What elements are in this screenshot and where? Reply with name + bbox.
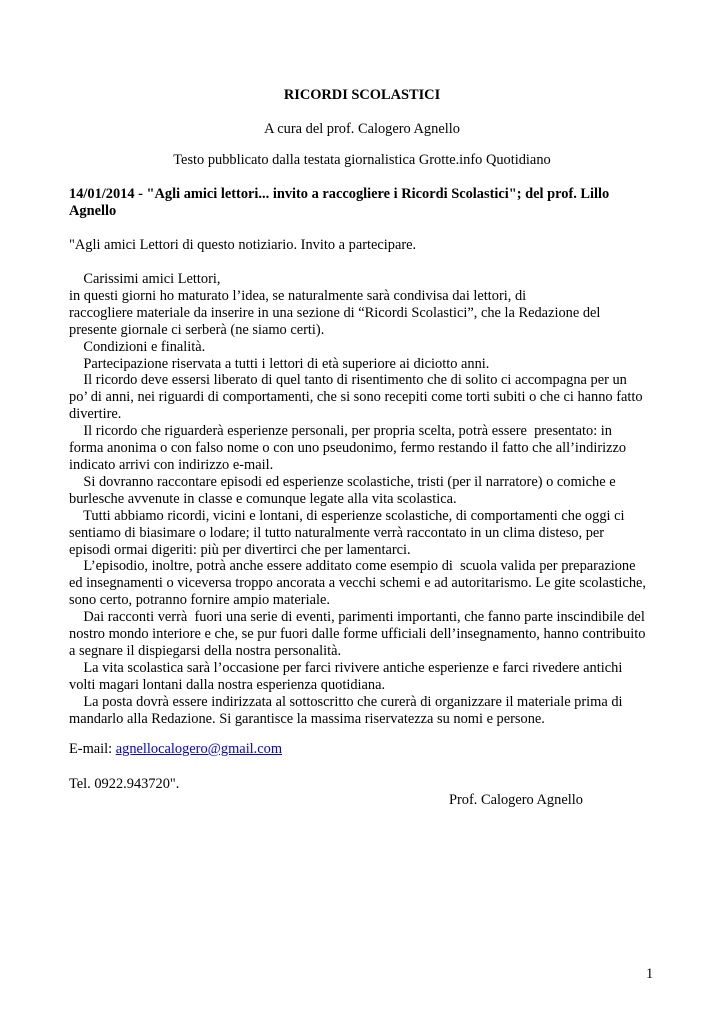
signature: Prof. Calogero Agnello (449, 792, 583, 808)
body-line: Partecipazione riservata a tutti i lettori di età superiore ai diciotto anni. (69, 355, 490, 372)
email-label: E-mail: (69, 741, 116, 757)
body-line: a segnare il dispiegarsi della nostra personalità. (69, 642, 342, 659)
body-line: po’ di anni, nei riguardi di comportamenti, che si sono recepiti come torti subiti o che ci hanno fatto (69, 389, 643, 406)
body-line: sentiamo di biasimare o lodare; il tutto naturalmente verrà raccontato in un clima disteso, per (69, 524, 605, 541)
body-line: volti magari lontani dalla nostra esperienza quotidiana. (69, 676, 386, 693)
body-line: La posta dovrà essere indirizzata al sottoscritto che curerà di organizzare il materiale prima di (69, 693, 623, 710)
heading-line-2: Agnello (69, 203, 117, 219)
email-link[interactable]: agnellocalogero@gmail.com (115, 741, 283, 757)
heading-line-1: 14/01/2014 - "Agli amici lettori... invito a raccogliere i Ricordi Scolastici"; del prof. Lillo (69, 186, 610, 202)
body-line: presente giornale ci serberà (ne siamo certi). (69, 321, 325, 338)
body-line: La vita scolastica sarà l’occasione per farci rivivere antiche esperienze e farci rivedere antichi (69, 659, 623, 676)
body-line: episodi ormai digeriti: più per divertirci che per lamentarci. (69, 541, 411, 558)
body-line: L’episodio, inoltre, potrà anche essere additato come esempio di scuola valida per preparazione (69, 558, 636, 575)
body-text (69, 271, 669, 727)
body-line: indicato arrivi con indirizzo e-mail. (69, 456, 274, 473)
body-line: nostro mondo interiore e che, se pur fuori dalle forme ufficiali dell’insegnamento, hanno contribuito (69, 626, 646, 643)
body-line: burlesche avvenute in classe e comunque legate alla vita scolastica. (69, 490, 457, 507)
page-number: 1 (646, 966, 654, 982)
body-line: sono certo, potranno fornire ampio materiale. (69, 592, 330, 609)
article-heading (69, 186, 639, 220)
body-line: mandarlo alla Redazione. Si garantisce la massima riservatezza su nomi e persone. (69, 710, 545, 727)
telephone-line: Tel. 0922.943720". (69, 776, 180, 792)
intro-line: "Agli amici Lettori di questo notiziario. Invito a partecipare. (69, 237, 417, 253)
body-line: Carissimi amici Lettori, (69, 271, 221, 287)
body-line: Si dovranno raccontare episodi ed esperienze scolastiche, tristi (per il narratore) o comiche e (69, 473, 616, 490)
body-line: Condizioni e finalità. (69, 338, 206, 355)
source-line: Testo pubblicato dalla testata giornalistica Grotte.info Quotidiano (173, 152, 551, 168)
body-line: Dai racconti verrà fuori una serie di eventi, parimenti importanti, che fanno parte inscindibile del (69, 609, 645, 626)
body-line: divertire. (69, 406, 122, 423)
body-line: Il ricordo deve essersi liberato di quel tanto di risentimento che di solito ci accompagna per un (69, 372, 627, 389)
body-line: raccogliere materiale da inserire in una sezione di “Ricordi Scolastici”, che la Redazione del (69, 304, 601, 321)
body-line: forma anonima o con falso nome o con uno pseudonimo, fermo restando il fatto che all’indirizzo (69, 440, 627, 457)
email-row (69, 741, 282, 758)
body-line: Tutti abbiamo ricordi, vicini e lontani, di esperienze scolastiche, di comportamenti che oggi ci (69, 507, 625, 524)
curator-line: A cura del prof. Calogero Agnello (264, 121, 460, 137)
body-line: Il ricordo che riguarderà esperienze personali, per propria scelta, potrà essere presentato: in (69, 423, 613, 440)
body-line: ed insegnamenti o viceversa troppo ancorata a vecchi schemi e ad autoritarismo. Le gite scolastiche, (69, 575, 646, 592)
body-line: in questi giorni ho maturato l’idea, se naturalmente sarà condivisa dai lettori, di (69, 287, 527, 304)
document-title: RICORDI SCOLASTICI (283, 87, 441, 103)
